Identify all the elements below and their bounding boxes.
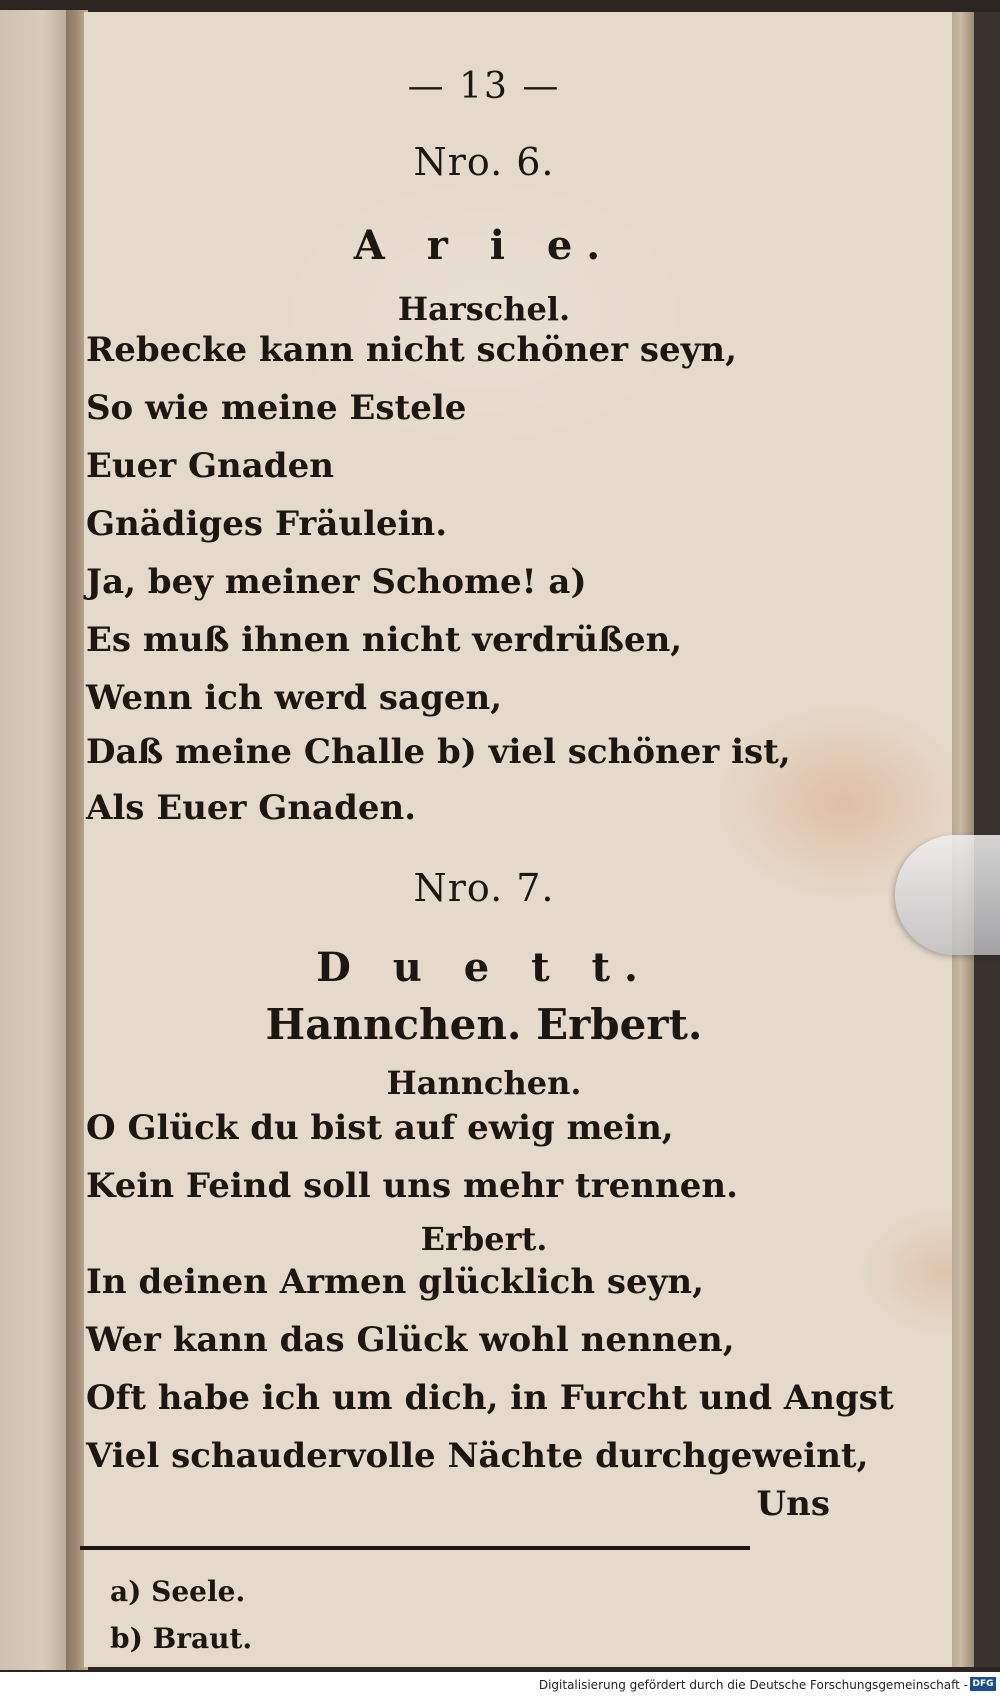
dfg-logo: DFG: [970, 1677, 996, 1691]
facing-page-edge: [0, 10, 72, 1670]
verse-line: Daß meine Challe b) viel schöner ist,: [86, 732, 791, 772]
speaker-hannchen: Hannchen.: [386, 1064, 582, 1102]
section-number-7: Nro. 7.: [413, 866, 555, 910]
verse-line: Rebecke kann nicht schöner seyn,: [86, 330, 737, 370]
duet-characters: Hannchen. Erbert.: [265, 1000, 703, 1049]
verse-line: Wer kann das Glück wohl nennen,: [86, 1320, 735, 1360]
verse-line: Wenn ich werd sagen,: [86, 678, 503, 718]
footnote-rule: [80, 1546, 750, 1550]
verse-line: Kein Feind soll uns mehr trennen.: [86, 1166, 738, 1206]
footnote-b: b) Braut.: [110, 1622, 253, 1655]
speaker-erbert: Erbert.: [420, 1220, 548, 1258]
verse-line: O Glück du bist auf ewig mein,: [86, 1108, 674, 1148]
verse-line: Ja, bey meiner Schome! a): [86, 562, 587, 602]
verse-line: Als Euer Gnaden.: [86, 788, 417, 828]
digitization-credit: Digitalisierung gefördert durch die Deutsche Forschungsgemeinschaft -: [538, 1678, 968, 1692]
verse-line: Oft habe ich um dich, in Furcht und Angst: [86, 1378, 894, 1418]
section-number-6: Nro. 6.: [413, 140, 555, 184]
catchword: Uns: [756, 1484, 830, 1524]
verse-line: In deinen Armen glücklich seyn,: [86, 1262, 704, 1302]
verse-line: Gnädiges Fräulein.: [86, 504, 448, 544]
section-type-arie: A r i e.: [353, 222, 615, 269]
verse-line: Es muß ihnen nicht verdrüßen,: [86, 620, 683, 660]
page-number: — 13 —: [407, 66, 561, 107]
verse-line: Viel schaudervolle Nächte durchgeweint,: [86, 1436, 869, 1476]
verse-line: Euer Gnaden: [86, 446, 334, 486]
footnote-a: a) Seele.: [110, 1575, 246, 1608]
speaker-harschel: Harschel.: [397, 290, 571, 328]
section-type-duett: D u e t t.: [316, 944, 652, 991]
verse-line: So wie meine Estele: [86, 388, 467, 428]
